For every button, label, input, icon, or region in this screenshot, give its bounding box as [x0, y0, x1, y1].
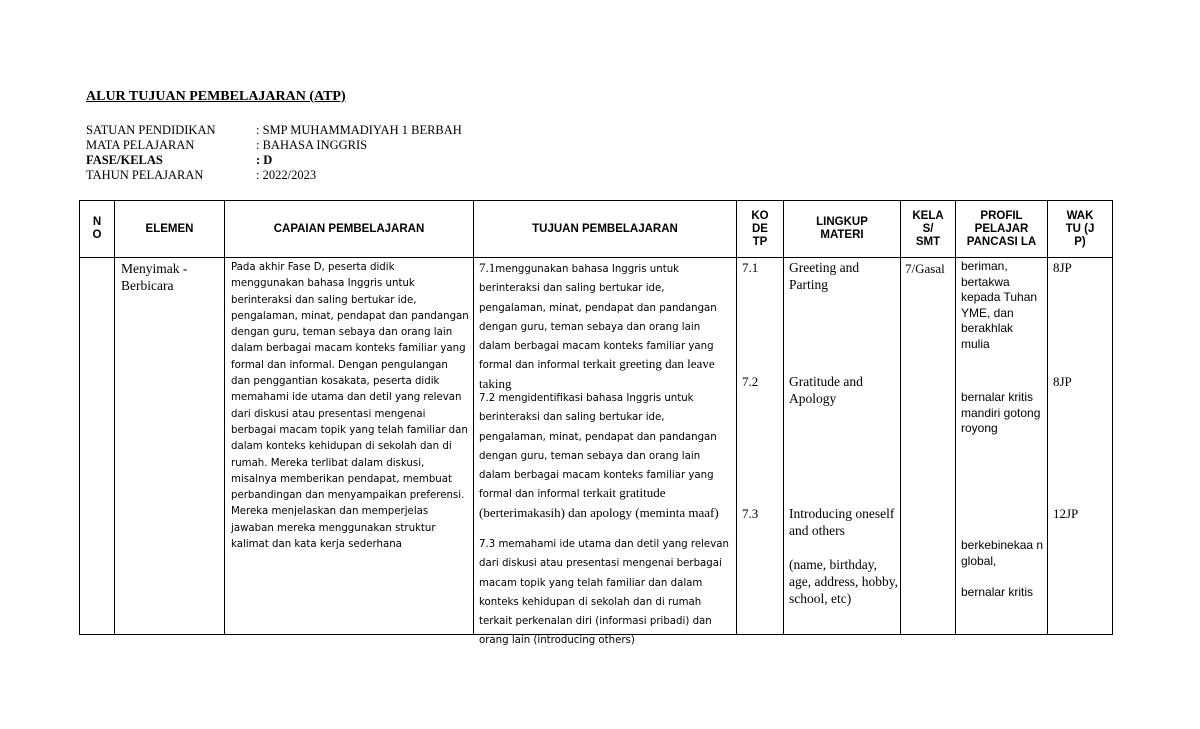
lingkup-stack — [784, 258, 900, 634]
cell-lingkup — [784, 258, 901, 635]
tujuan-body: 7.2 mengidentifikasi bahasa Inggris untuk berinteraksi dan saling bertukar ide, pengalaman, minat, pendapat dan pandangan dengan guru, teman sebaya dan orang lain dalam berbagai macam konteks familiar yang formal dan informal — [479, 393, 717, 501]
capaian-text: Pada akhir Fase D, peserta didik menggunakan bahasa Inggris untuk berinteraksi dan saling bertukar ide, pengalaman, minat, pendapat dan pandangan dengan guru, teman sebaya dan orang lain dalam berbagai macam konteks familiar yang formal dan informal. Dengan pengulangan dan penggantian kosakata, peserta didik memahami ide utama dan detil yang relevan dari diskusi atau presentasi mengenai berbagai macam topik yang telah familiar dan dalam konteks kehidupan di sekolah dan di rumah. Mereka terlibat dalam diskusi, misalnya memberikan pendapat, membuat perbandingan dan menyampaikan preferensi. Mereka menjelaskan dan memperjelas jawaban mereka menggunakan struktur kalimat dan kata kerja sederhana — [231, 262, 469, 551]
profil-stack — [956, 258, 1047, 634]
profil-item: beriman, bertakwa kepada Tuhan YME, dan berakhlak mulia — [961, 259, 1038, 351]
cell-tujuan — [474, 258, 737, 647]
meta-value: : D — [256, 153, 273, 167]
lingkup-item: Greeting and Parting — [789, 260, 860, 292]
meta-row-satuan — [86, 123, 462, 138]
header-profil: PROFIL PELAJAR PANCASI LA — [956, 201, 1048, 258]
tujuan-item-1 — [479, 259, 734, 393]
profil-item: bernalar kritis mandiri gotong royong — [961, 390, 1041, 435]
cell-kode — [737, 258, 784, 635]
header-capaian: CAPAIAN PEMBELAJARAN — [225, 201, 474, 258]
lingkup-item: Introducing oneself and others — [789, 506, 895, 538]
lingkup-item: Gratitude and Apology — [789, 374, 863, 406]
lingkup-detail: (name, birthday, age, address, hobby, school, etc) — [789, 557, 898, 606]
tujuan-topic: terkait greeting dan leave taking — [479, 356, 715, 391]
meta-value: : BAHASA INGGRIS — [256, 138, 368, 152]
tujuan-body: 7.3 memahami ide utama dan detil yang relevan dari diskusi atau presentasi mengenai berbagai macam topik yang telah familiar dan dalam konteks kehidupan di sekolah dan di rumah terkait perkenalan diri (informasi pribadi) dan orang lain (introducing others) — [479, 539, 729, 647]
kode-stack — [737, 258, 783, 634]
meta-row-fase — [86, 153, 462, 168]
meta-row-mapel — [86, 138, 462, 153]
cell-waktu — [1048, 258, 1113, 635]
kode-item: 7.2 — [742, 374, 759, 389]
cell-no — [80, 258, 115, 635]
tujuan-topic: terkait gratitude (berterimakasih) dan apology (meminta maaf) — [479, 485, 719, 520]
kode-item: 7.1 — [742, 260, 759, 275]
meta-label: SATUAN PENDIDIKAN — [86, 123, 216, 137]
header-lingkup: LINGKUP MATERI — [784, 201, 901, 258]
document-title: ALUR TUJUAN PEMBELAJARAN (ATP) — [86, 89, 346, 104]
header-no: N O — [80, 201, 115, 258]
cell-profil — [956, 258, 1048, 635]
waktu-item: 8JP — [1053, 374, 1072, 389]
meta-label: FASE/KELAS — [86, 153, 163, 167]
meta-value: : SMP MUHAMMADIYAH 1 BERBAH — [256, 123, 462, 137]
table-row — [80, 258, 1113, 635]
tujuan-number: 7.1 — [479, 260, 496, 275]
meta-value: : 2022/2023 — [256, 168, 317, 182]
header-kode: KO DE TP — [737, 201, 784, 258]
tujuan-item-3 — [479, 534, 734, 650]
table-header-row — [80, 201, 1113, 258]
tujuan-body: menggunakan bahasa Inggris untuk berinteraksi dan saling bertukar ide, pengalaman, minat, pendapat dan pandangan dengan guru, teman sebaya dan orang lain dalam berbagai macam konteks familiar yang formal dan informal — [479, 264, 717, 372]
meta-label: TAHUN PELAJARAN — [86, 168, 204, 182]
elemen-text: Menyimak - Berbicara — [121, 261, 188, 293]
tujuan-stack — [474, 258, 736, 647]
tujuan-item-2 — [479, 388, 734, 522]
cell-kelas — [901, 258, 956, 635]
header-tujuan: TUJUAN PEMBELAJARAN — [474, 201, 737, 258]
profil-item: berkebinekaa n global, — [961, 538, 1044, 568]
document-meta — [86, 123, 462, 183]
header-kelas: KELA S/ SMT — [901, 201, 956, 258]
cell-capaian — [225, 258, 474, 635]
kode-item: 7.3 — [742, 506, 759, 521]
waktu-item: 12JP — [1053, 506, 1079, 521]
cell-elemen — [115, 258, 225, 635]
header-elemen: ELEMEN — [115, 201, 225, 258]
atp-table — [79, 200, 1113, 647]
meta-label: MATA PELAJARAN — [86, 138, 195, 152]
header-waktu: WAK TU (J P) — [1048, 201, 1113, 258]
profil-item: bernalar kritis — [961, 585, 1034, 599]
waktu-item: 8JP — [1053, 260, 1072, 275]
kelas-text: 7/Gasal — [905, 261, 945, 276]
meta-row-tahun — [86, 168, 462, 183]
waktu-stack — [1048, 258, 1112, 634]
